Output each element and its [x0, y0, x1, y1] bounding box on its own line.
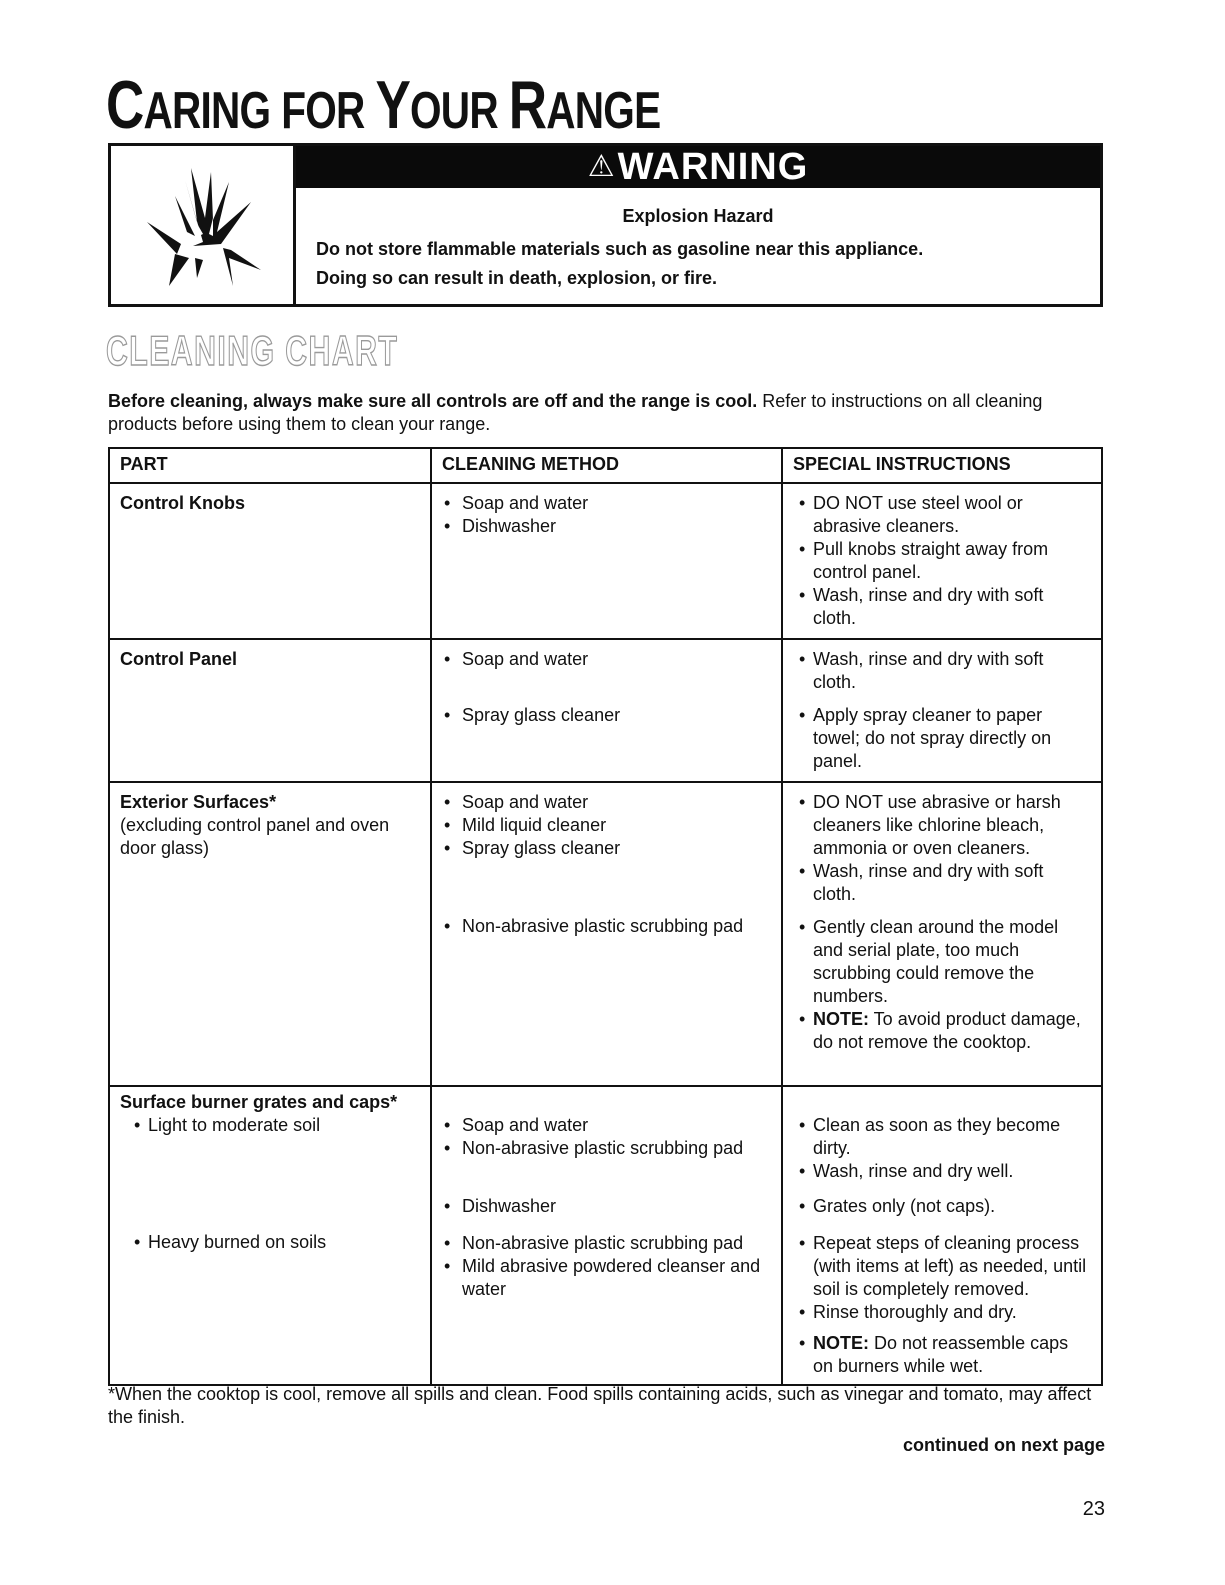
list-item: • Spray glass cleaner: [442, 704, 771, 727]
note-text: To avoid product damage, do not remove the cooktop.: [813, 1009, 1081, 1052]
column-header: SPECIAL INSTRUCTIONS: [793, 454, 1011, 474]
instruction-list: [793, 1232, 1091, 1324]
table-row: [110, 638, 1101, 781]
list-item: • Soap and water: [442, 492, 771, 515]
part-name: Surface burner grates and caps*: [120, 1092, 398, 1112]
list-item: • Non-abrasive plastic scrubbing pad: [442, 1137, 771, 1160]
list-item: • Non-abrasive plastic scrubbing pad: [442, 1232, 771, 1255]
title-word: OUR: [410, 82, 498, 140]
list-item: • Light to moderate soil: [128, 1114, 420, 1137]
warning-triangle-icon: ⚠: [587, 150, 616, 183]
instruction-list: [793, 704, 1091, 773]
table-row: [110, 1085, 1101, 1384]
method-list: [442, 648, 771, 671]
list-item: [793, 1008, 1091, 1054]
instruction-list: [793, 492, 1091, 630]
list-item: • Repeat steps of cleaning process (with items at left) as needed, until soil is completely removed.: [793, 1232, 1091, 1301]
list-item: • Soap and water: [442, 1114, 771, 1137]
page-number: 23: [1082, 1498, 1105, 1520]
continued-label: continued on next page: [902, 1435, 1105, 1455]
part-name: Exterior Surfaces*: [120, 792, 277, 812]
list-item: • Wash, rinse and dry with soft cloth.: [793, 648, 1091, 694]
part-name: Control Panel: [120, 649, 238, 669]
instruction-list: [793, 916, 1091, 1054]
list-item: • Dishwasher: [442, 1195, 771, 1218]
list-item: • Heavy burned on soils: [128, 1231, 420, 1254]
method-list: [442, 1232, 771, 1301]
warning-header-label: WARNING: [617, 146, 809, 188]
section-title: CLEANING CHART: [106, 327, 399, 374]
cleaning-chart-table: [108, 447, 1103, 1386]
method-list: [442, 1114, 771, 1160]
column-header: CLEANING METHOD: [432, 449, 783, 482]
instruction-list: [793, 1332, 1091, 1378]
part-note: (excluding control panel and oven door glass): [120, 815, 390, 858]
method-list: [442, 704, 771, 727]
table-row: [110, 781, 1101, 1085]
method-list: [442, 1195, 771, 1218]
list-item: • Spray glass cleaner: [442, 837, 771, 860]
part-name: Control Knobs: [120, 493, 245, 513]
title-word: FOR: [281, 82, 365, 140]
instruction-list: [793, 1195, 1091, 1218]
method-list: [442, 915, 771, 938]
list-item: • DO NOT use abrasive or harsh cleaners like chlorine bleach, ammonia or oven cleaners.: [793, 791, 1091, 860]
footnote: *When the cooktop is cool, remove all spills and clean. Food spills containing acids, such as vinegar and tomato, may affect the finish.: [108, 1384, 1092, 1427]
title-word: ARING: [143, 82, 271, 140]
method-list: [442, 492, 771, 538]
warning-symbol-panel: [111, 146, 296, 304]
list-item: • Apply spray cleaner to paper towel; do not spray directly on panel.: [793, 704, 1091, 773]
title-initial: C: [106, 67, 144, 143]
table-row: [110, 482, 1101, 638]
soil-list: [120, 1114, 420, 1137]
list-item: • Non-abrasive plastic scrubbing pad: [442, 915, 771, 938]
list-item: • Soap and water: [442, 791, 771, 814]
list-item: • Clean as soon as they become dirty.: [793, 1114, 1091, 1160]
list-item: • Mild liquid cleaner: [442, 814, 771, 837]
note-label: NOTE:: [813, 1009, 869, 1029]
list-item: • Pull knobs straight away from control panel.: [793, 538, 1091, 584]
soil-list: [120, 1231, 420, 1254]
list-item: [793, 1332, 1091, 1378]
list-item: • Mild abrasive powdered cleanser and water: [442, 1255, 771, 1301]
warning-hazard-title: Explosion Hazard: [622, 206, 774, 226]
list-item: • DO NOT use steel wool or abrasive cleaners.: [793, 492, 1091, 538]
list-item: • Wash, rinse and dry with soft cloth.: [793, 860, 1091, 906]
title-initial: Y: [375, 67, 411, 143]
warning-text-line: Doing so can result in death, explosion, or fire.: [316, 268, 718, 288]
explosion-icon: [133, 162, 273, 287]
instruction-list: [793, 1114, 1091, 1183]
instruction-list: [793, 648, 1091, 694]
warning-box: [108, 143, 1103, 307]
warning-header: [296, 146, 1100, 188]
list-item: • Grates only (not caps).: [793, 1195, 1091, 1218]
intro-paragraph: [108, 390, 1108, 436]
note-label: NOTE:: [813, 1333, 869, 1353]
method-list: [442, 791, 771, 860]
table-header-row: [110, 449, 1101, 482]
list-item: • Wash, rinse and dry well.: [793, 1160, 1091, 1183]
list-item: • Wash, rinse and dry with soft cloth.: [793, 584, 1091, 630]
column-header: PART: [110, 449, 432, 482]
list-item: • Dishwasher: [442, 515, 771, 538]
intro-text: Refer to instructions on all cleaning products before using them to clean your range.: [108, 391, 1043, 434]
list-item: • Gently clean around the model and serial plate, too much scrubbing could remove the numbers.: [793, 916, 1091, 1008]
list-item: • Soap and water: [442, 648, 771, 671]
instruction-list: [793, 791, 1091, 906]
title-word: ANGE: [546, 82, 661, 140]
list-item: • Rinse thoroughly and dry.: [793, 1301, 1091, 1324]
title-initial: R: [508, 67, 547, 143]
intro-bold: Before cleaning, always make sure all controls are off and the range is cool.: [108, 391, 758, 411]
warning-text-line: Do not store flammable materials such as gasoline near this appliance.: [316, 239, 924, 259]
page-title: [106, 66, 660, 144]
note-text: Do not reassemble caps on burners while wet.: [813, 1333, 1069, 1376]
